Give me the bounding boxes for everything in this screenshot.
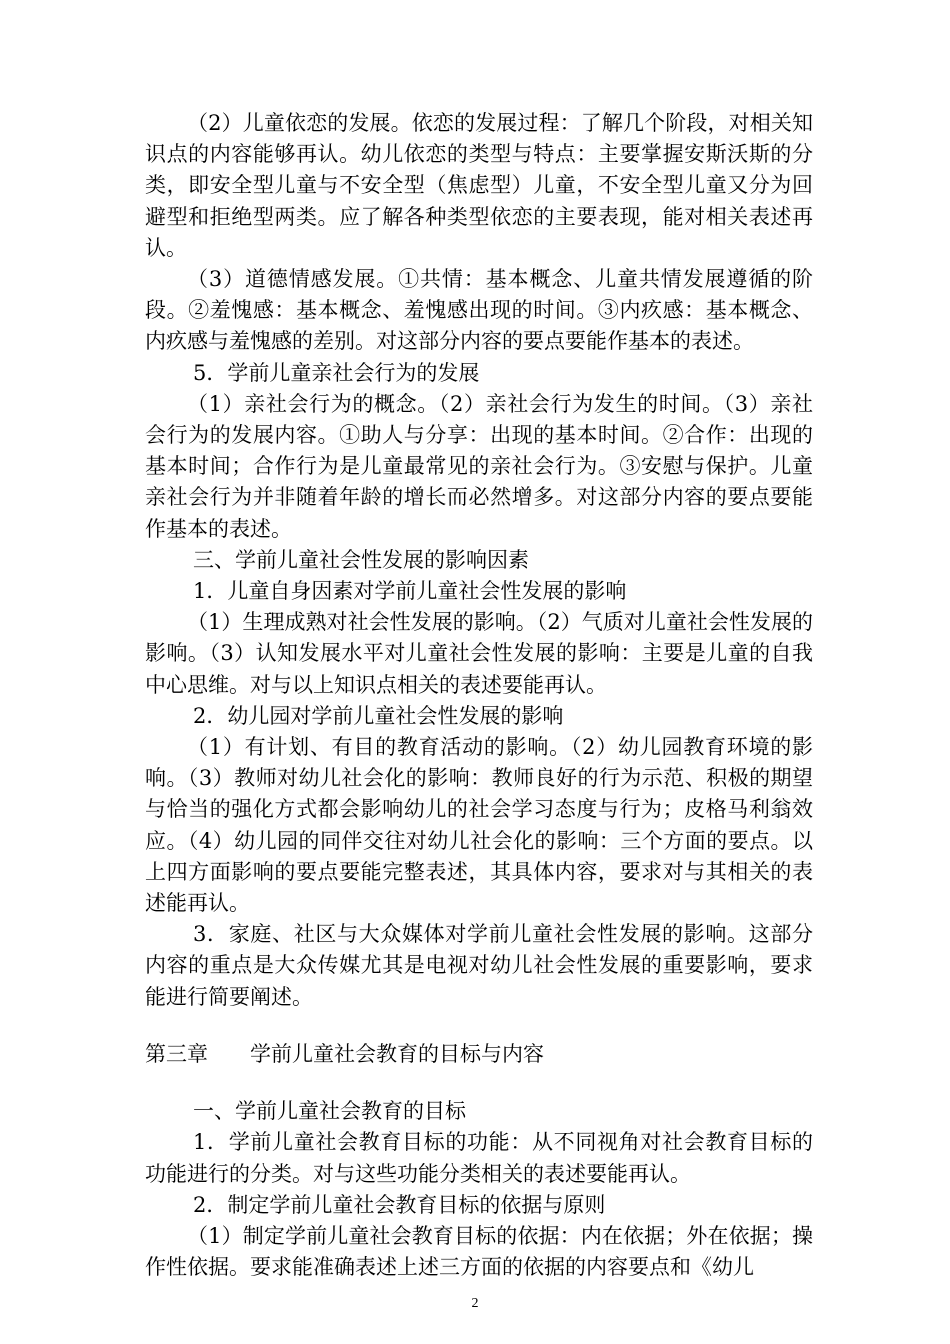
paragraph-attachment-development: （2）儿童依恋的发展。依恋的发展过程：了解几个阶段，对相关知识点的内容能够再认。幼儿依恋的类型与特点：主要掌握安斯沃斯的分类，即安全型儿童与不安全型（焦虑型）儿童，不安全型儿童又分为回避型和拒绝型两类。应了解各种类型依恋的主要表现，能对相关表述再认。 bbox=[145, 111, 813, 260]
heading-education-goals: 一、学前儿童社会教育的目标 bbox=[193, 1099, 466, 1124]
chapter-label: 第三章 bbox=[145, 1041, 208, 1066]
page-number: 2 bbox=[471, 1296, 479, 1311]
heading-child-self-factors: 1．儿童自身因素对学前儿童社会性发展的影响 bbox=[193, 579, 627, 604]
body-text bbox=[145, 108, 813, 1283]
chapter-heading bbox=[145, 1039, 813, 1070]
heading-influence-factors: 三、学前儿童社会性发展的影响因素 bbox=[193, 547, 529, 572]
paragraph-goal-basis: （1）制定学前儿童社会教育目标的依据：内在依据；外在依据；操作性依据。要求能准确表述上述三方面的依据的内容要点和《幼儿 bbox=[145, 1223, 813, 1280]
heading-prosocial-behavior: 5．学前儿童亲社会行为的发展 bbox=[193, 360, 480, 385]
heading-kindergarten-influence: 2．幼儿园对学前儿童社会性发展的影响 bbox=[193, 703, 564, 728]
paragraph-kindergarten-influence: （1）有计划、有目的教育活动的影响。（2）幼儿园教育环境的影响。（3）教师对幼儿社会化的影响：教师良好的行为示范、积极的期望与恰当的强化方式都会影响幼儿的社会学习态度与行为；皮格马利翁效应。（4）幼儿园的同伴交往对幼儿社会化的影响：三个方面的要点。以上四方面影响的要点要能完整表述，其具体内容，要求对与其相关的表述能再认。 bbox=[145, 735, 813, 916]
paragraph-prosocial-behavior: （1）亲社会行为的概念。（2）亲社会行为发生的时间。（3）亲社会行为的发展内容。①助人与分享：出现的基本时间。②合作：出现的基本时间；合作行为是儿童最常见的亲社会行为。③安慰与保护。儿童亲社会行为并非随着年龄的增长而必然增多。对这部分内容的要点要能作基本的表述。 bbox=[145, 391, 813, 541]
heading-goal-basis-principles: 2．制定学前儿童社会教育目标的依据与原则 bbox=[193, 1192, 606, 1217]
paragraph-goal-functions: 1．学前儿童社会教育目标的功能：从不同视角对社会教育目标的功能进行的分类。对与这些功能分类相关的表述要能再认。 bbox=[145, 1130, 813, 1186]
chapter-title: 学前儿童社会教育的目标与内容 bbox=[250, 1041, 544, 1066]
paragraph-moral-emotion: （3）道德情感发展。①共情：基本概念、儿童共情发展遵循的阶段。②羞愧感：基本概念、羞愧感出现的时间。③内疚感：基本概念、内疚感与羞愧感的差别。对这部分内容的要点要能作基本的表述。 bbox=[145, 267, 813, 354]
paragraph-child-self-factors: （1）生理成熟对社会性发展的影响。（2）气质对儿童社会性发展的影响。（3）认知发展水平对儿童社会性发展的影响：主要是儿童的自我中心思维。对与以上知识点相关的表述要能再认。 bbox=[145, 610, 813, 697]
paragraph-family-community-media: 3．家庭、社区与大众媒体对学前儿童社会性发展的影响。这部分内容的重点是大众传媒尤其是电视对幼儿社会性发展的重要影响，要求能进行简要阐述。 bbox=[145, 922, 813, 1009]
